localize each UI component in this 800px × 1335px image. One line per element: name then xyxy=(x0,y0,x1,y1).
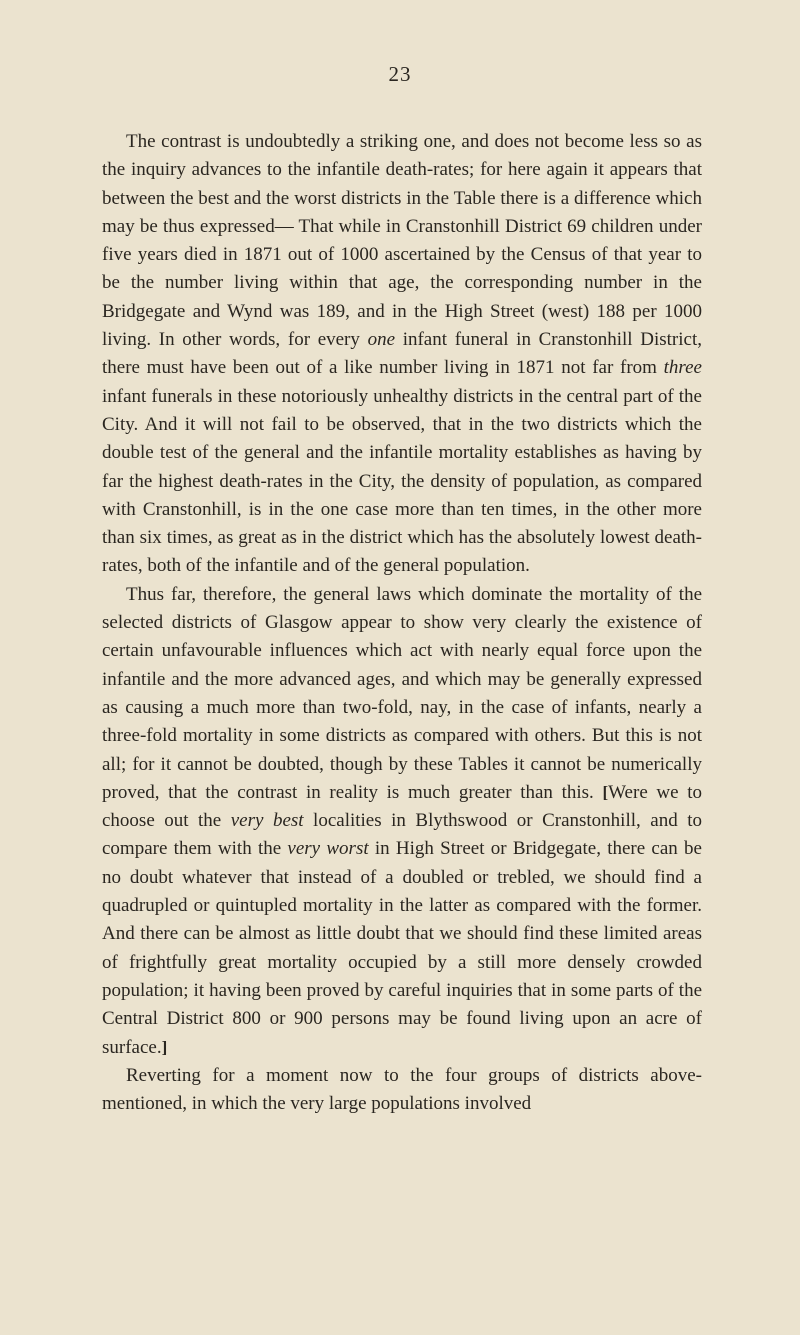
paragraph-3 xyxy=(102,1062,702,1119)
body-text xyxy=(102,128,702,1118)
text-run: in High Street or Bridgegate, there can be no doubt whatever that instead of a doubled or trebled, we should find a quadrupled or quintupled mortality in the latter as compared with the former. And there can be almost as little doubt that we should find these limited areas of frightfully great mortality occupied by a still more densely crowded population; it having been proved by careful inquiries that in some parts of the Central District 800 or 900 persons may be found living upon an acre of surface. xyxy=(102,838,702,1058)
italic-text: three xyxy=(663,357,702,379)
italic-text: one xyxy=(367,329,396,351)
text-run: The contrast is undoubtedly a striking one, and does not become less so as the inquiry advances to the infantile death-rates; for here again it appears that between the best and the worst districts in the Table there is a difference which may be thus expressed— That while in Cranstonhill District 69 children under five years died in 1871 out of 1000 ascertained by the Census of that year to be the number living within that age, the corresponding number in the Bridgegate and Wynd was 189, and in the High Street (west) 188 per 1000 living. In other words, for every xyxy=(102,131,702,351)
page-number: 23 xyxy=(388,62,412,86)
italic-text: very best xyxy=(230,810,304,832)
paragraph-2 xyxy=(102,581,702,1062)
paragraph-1 xyxy=(102,128,702,581)
text-run: Reverting for a moment now to the four groups of districts above-mentioned, in which the very large populations involved xyxy=(102,1064,702,1115)
text-run: infant funeral in Cranstonhill District, there must have been out of a like number living in 1871 not far from xyxy=(102,329,702,379)
editorial-bracket: ] xyxy=(161,1037,168,1057)
text-run: Thus far, therefore, the general laws which dominate the mortality of the selected districts of Glasgow appear to show very clearly the existence of certain unfavourable influences which act with nearly equal force upon the infantile and the more advanced ages, and which may be generally expressed as causing a much more than two-fold, nay, in the case of infants, nearly a three-fold mortality in some districts as compared with others. But this is not all; for it cannot be doubted, though by these Tables it cannot be numerically proved, that the contrast in reality is much greater than this. xyxy=(102,583,702,803)
editorial-bracket: [ xyxy=(602,782,609,802)
italic-text: very worst xyxy=(287,838,369,860)
text-run: Were we to choose out the xyxy=(102,781,702,832)
text-run: localities in Blythswood or Cranstonhill, and to compare them with the xyxy=(102,810,702,860)
text-run: infant funerals in these notoriously unhealthy districts in the central part of the City. And it will not fail to be observed, that in the two districts which the double test of the general and the infantile mortality establishes as having by far the highest death-rates in the City, the density of population, as compared with Cranstonhill, is in the one case more than ten times, in the other more than six times, as great as in the district which has the absolutely lowest death-rates, both of the infantile and of the general population. xyxy=(102,385,702,577)
